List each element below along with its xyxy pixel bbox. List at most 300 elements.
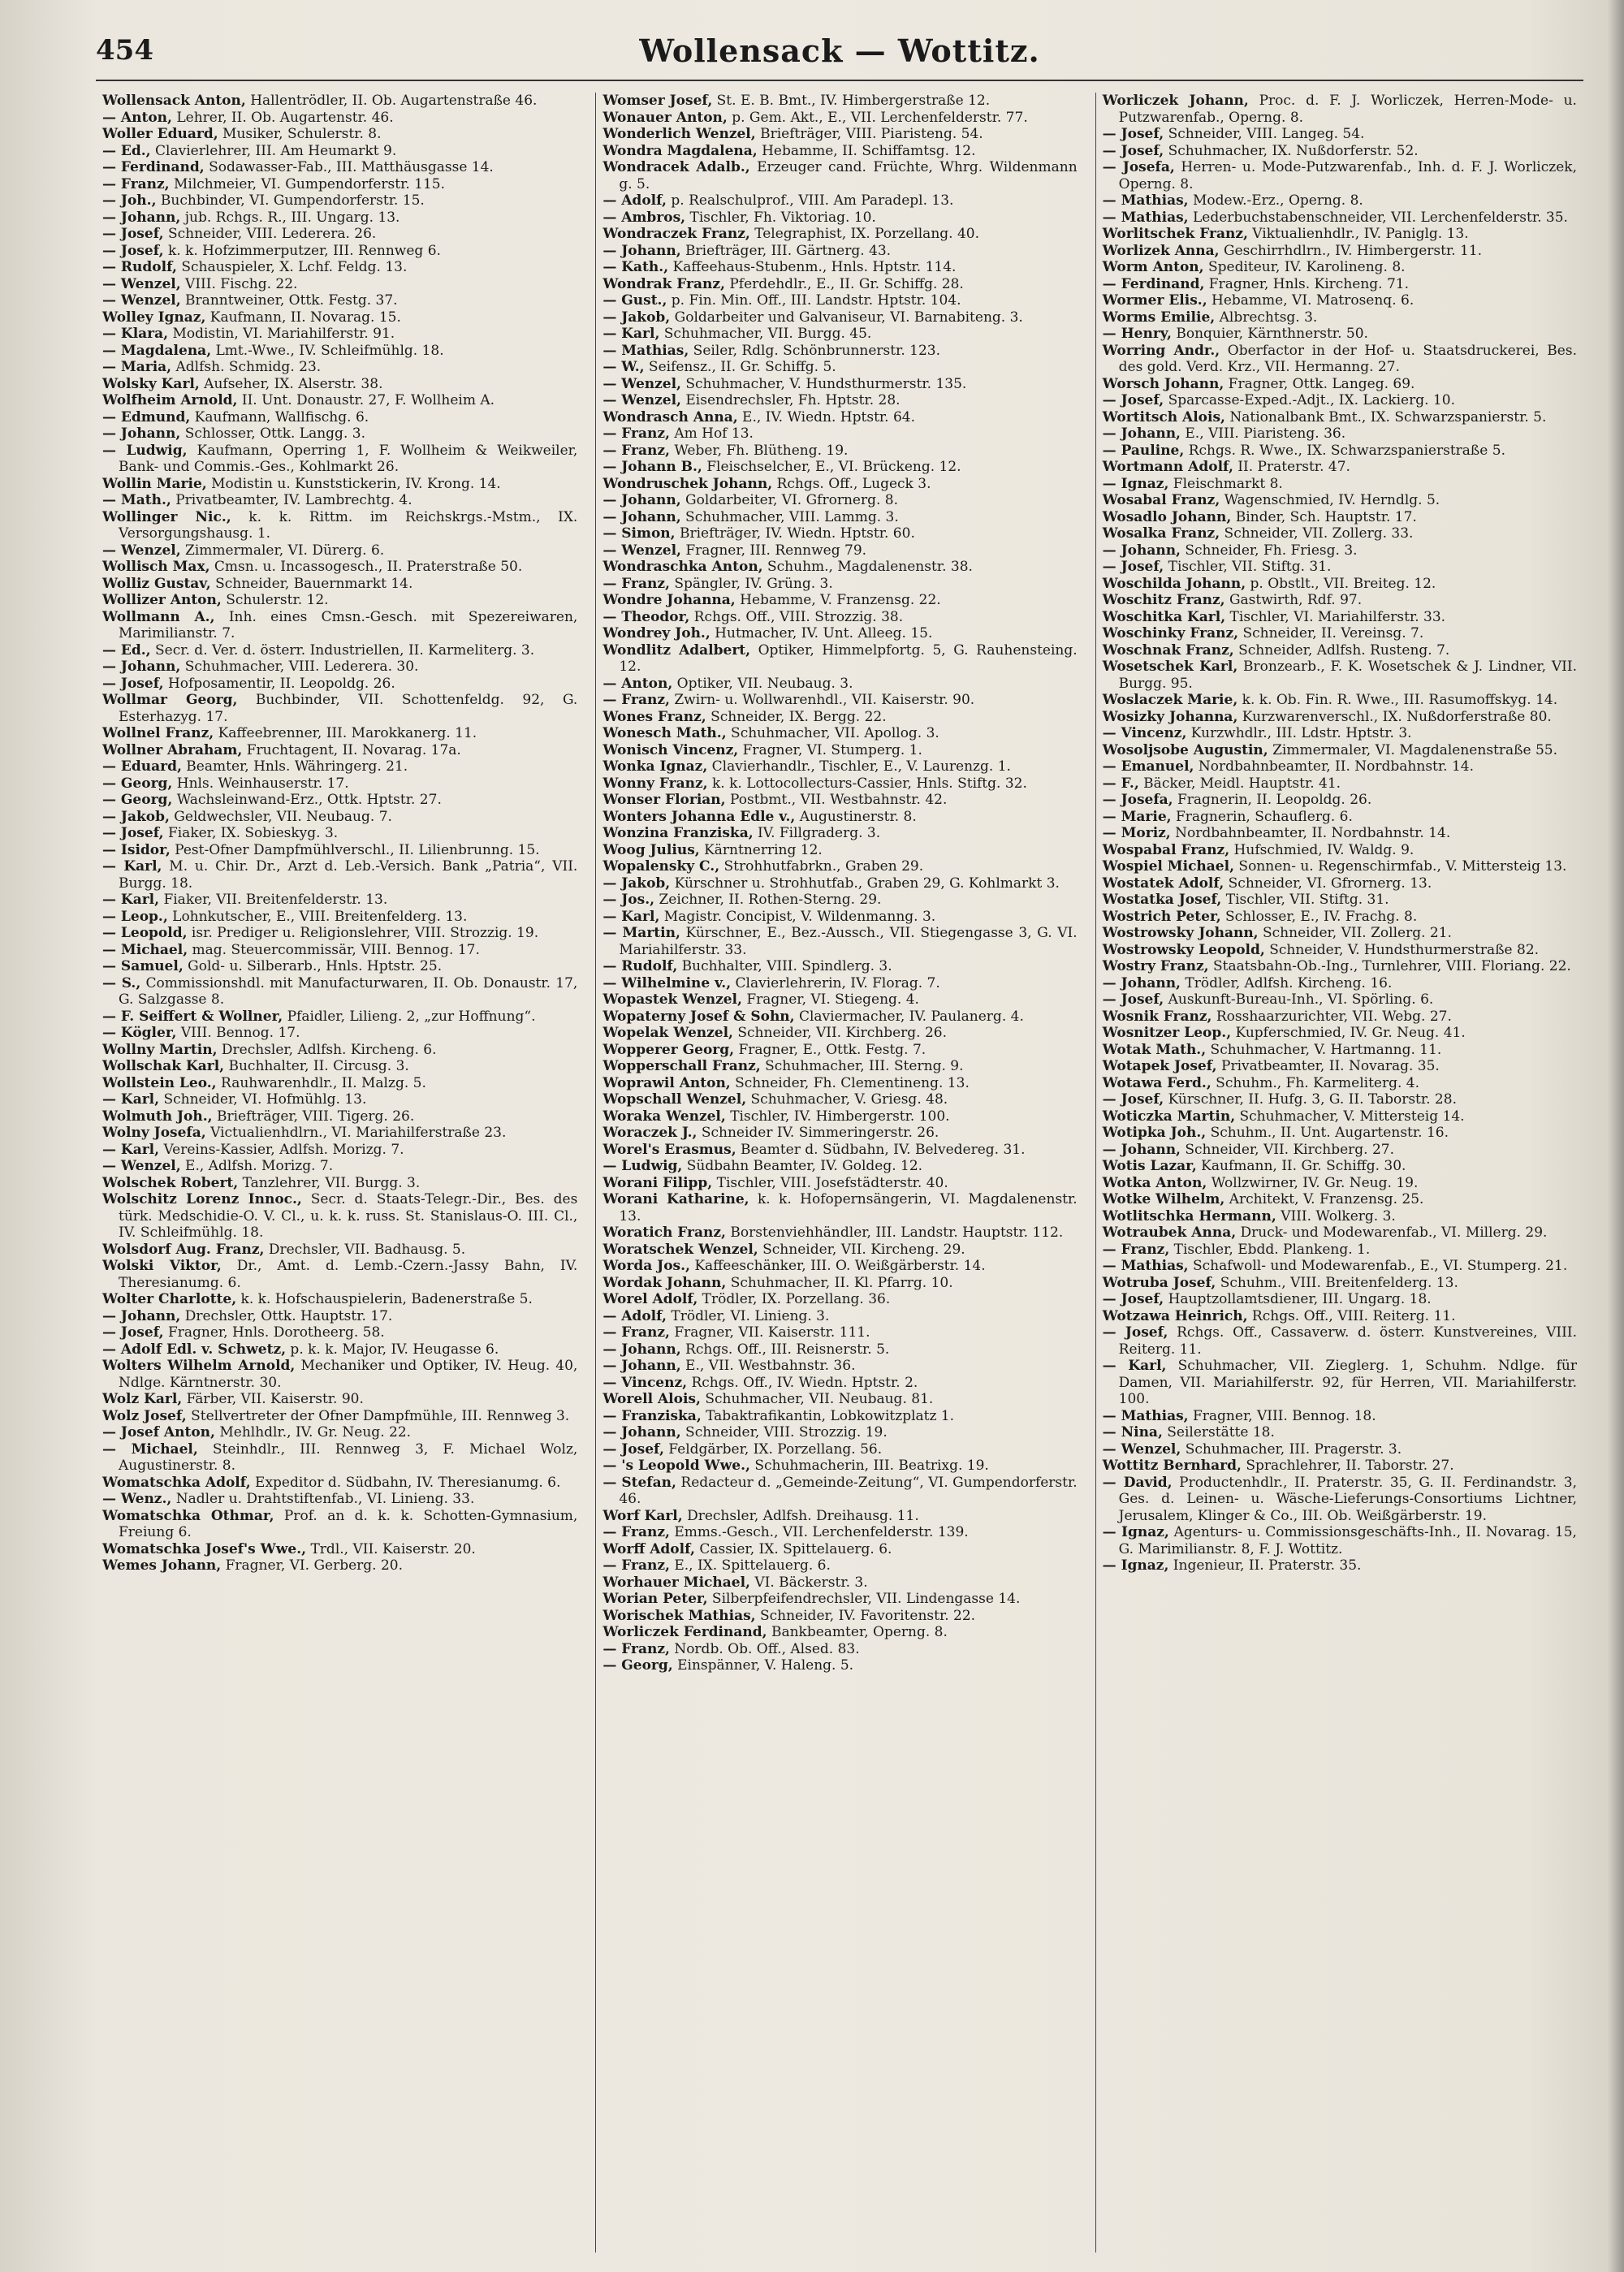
entry-name: — Josef, bbox=[102, 825, 164, 841]
directory-entry bbox=[1103, 1358, 1577, 1408]
entry-details: Commissionshdl. mit Manufacturwaren, II. Ob. Donaustr. 17, G. Salzgasse 8. bbox=[119, 974, 578, 1008]
entry-details: Pferdehdlr., E., II. Gr. Schiffg. 28. bbox=[724, 275, 964, 292]
entry-details: Nordbahnbeamter, II. Nordbahnstr. 14. bbox=[1170, 825, 1451, 841]
entry-name: Wostrowsky Leopold, bbox=[1102, 941, 1265, 958]
entry-name: Wollinger Nic., bbox=[102, 508, 231, 525]
directory-entry bbox=[603, 376, 1077, 393]
entry-name: Wotlitschka Hermann, bbox=[1102, 1207, 1276, 1225]
directory-entry bbox=[1103, 309, 1577, 326]
directory-entry bbox=[1103, 1242, 1577, 1259]
entry-name: — Marie, bbox=[1102, 808, 1172, 825]
directory-entry bbox=[1103, 259, 1577, 276]
entry-details: Fruchtagent, II. Novarag. 17a. bbox=[242, 741, 461, 758]
directory-entry bbox=[1103, 1258, 1577, 1275]
entry-details: Rchgs. Off., III. Reisnerstr. 5. bbox=[680, 1341, 890, 1358]
directory-entry bbox=[102, 1508, 577, 1541]
entry-details: VIII. Fischg. 22. bbox=[180, 275, 298, 292]
entry-details: Schafwoll- und Modewarenfab., E., VI. Stumperg. 21. bbox=[1188, 1258, 1568, 1274]
entry-details: Redacteur d. „Gemeinde-Zeitung“, VI. Gumpendorferstr. 46. bbox=[619, 1474, 1078, 1507]
directory-entry bbox=[603, 1275, 1077, 1292]
directory-entry bbox=[102, 792, 577, 809]
directory-entry bbox=[603, 642, 1077, 676]
entry-details: Seifensz., II. Gr. Schiffg. 5. bbox=[644, 359, 836, 375]
directory-entry bbox=[603, 825, 1077, 842]
entry-details: Kaufmann, Operring 1, F. Wollheim & Weikweiler, Bank- und Commis.-Ges., Kohlmarkt 26. bbox=[119, 442, 578, 475]
directory-entry bbox=[102, 492, 577, 509]
entry-name: — Karl, bbox=[603, 326, 660, 342]
entry-details: Fragner, VI. Stiegeng. 4. bbox=[741, 991, 919, 1008]
entry-name: Wolski Viktor, bbox=[102, 1258, 222, 1274]
directory-entry bbox=[102, 192, 577, 209]
entry-details: Tischler, VI. Mariahilferstr. 33. bbox=[1225, 608, 1446, 625]
entry-details: jub. Rchgs. R., III. Ungarg. 13. bbox=[180, 209, 400, 226]
entry-details: k. k. Hofzimmerputzer, III. Rennweg 6. bbox=[163, 242, 441, 259]
entry-details: Kaffeebrenner, III. Marokkanerg. 11. bbox=[214, 725, 477, 741]
entry-details: Milchmeier, VI. Gumpendorferstr. 115. bbox=[169, 175, 446, 192]
entry-name: Worlizek Anna, bbox=[1102, 242, 1220, 259]
directory-entry bbox=[1103, 476, 1577, 493]
entry-name: Wosabal Franz, bbox=[1102, 492, 1220, 508]
entry-details: Tanzlehrer, VII. Burgg. 3. bbox=[238, 1174, 421, 1191]
entry-name: Wollizer Anton, bbox=[102, 592, 222, 608]
entry-details: Sonnen- u. Regenschirmfab., V. Mittersteig 13. bbox=[1234, 858, 1567, 875]
entry-name: — Michael, bbox=[102, 1441, 198, 1458]
entry-name: — Jakob, bbox=[603, 309, 671, 326]
entry-details: p. Fin. Min. Off., III. Landstr. Hptstr. 104. bbox=[667, 292, 961, 309]
entry-details: Nordb. Ob. Off., Alsed. 83. bbox=[669, 1640, 860, 1657]
entry-details: Schuhmacher, VII. Neubaug. 81. bbox=[700, 1391, 934, 1407]
entry-name: — Johann, bbox=[1102, 542, 1181, 559]
entry-name: — Georg, bbox=[102, 792, 173, 808]
entry-details: Tischler, Ebdd. Plankeng. 1. bbox=[1169, 1241, 1371, 1258]
entry-name: — Wilhelmine v., bbox=[603, 974, 732, 991]
directory-entry bbox=[603, 1009, 1077, 1026]
entry-details: Schneider, Fh. Clementineng. 13. bbox=[730, 1074, 970, 1091]
directory-entry bbox=[603, 1641, 1077, 1658]
directory-entry bbox=[102, 1158, 577, 1175]
directory-entry bbox=[102, 1341, 577, 1358]
entry-name: Wonauer Anton, bbox=[603, 109, 728, 126]
entry-details: Kaufmann, Wallfischg. 6. bbox=[190, 408, 369, 425]
entry-details: Kurzwarenverschl., IX. Nußdorferstraße 80. bbox=[1237, 708, 1552, 725]
entry-name: Wosnitzer Leop., bbox=[1102, 1025, 1232, 1041]
directory-column-left bbox=[96, 93, 584, 2253]
entry-details: Fragner, VI. Stumperg. 1. bbox=[738, 741, 922, 758]
entry-name: Wotak Math., bbox=[1102, 1041, 1207, 1058]
entry-details: Modew.-Erz., Operng. 8. bbox=[1188, 192, 1363, 209]
entry-details: Wachsleinwand-Erz., Ottk. Hptstr. 27. bbox=[172, 792, 442, 808]
entry-details: Eisendrechsler, Fh. Hptstr. 28. bbox=[680, 392, 901, 408]
directory-entry bbox=[603, 1308, 1077, 1325]
directory-entry bbox=[102, 1441, 577, 1475]
directory-entry bbox=[603, 126, 1077, 143]
entry-name: — Franz, bbox=[603, 442, 670, 459]
directory-entry bbox=[603, 1391, 1077, 1408]
directory-column-right bbox=[1095, 93, 1583, 2253]
directory-entry bbox=[603, 676, 1077, 693]
entry-name: Wopelak Wenzel, bbox=[603, 1025, 733, 1041]
entry-details: Kaufmann, II. Novarag. 15. bbox=[205, 309, 401, 326]
entry-details: Schneider, V. Hundsthurmerstraße 82. bbox=[1264, 941, 1540, 958]
directory-entry bbox=[102, 825, 577, 842]
directory-entry bbox=[603, 842, 1077, 859]
directory-entry bbox=[603, 509, 1077, 526]
entry-details: Wagenschmied, IV. Herndlg. 5. bbox=[1220, 492, 1440, 508]
entry-name: — Anton, bbox=[102, 109, 172, 126]
entry-details: Schuhmacher, IX. Nußdorferstr. 52. bbox=[1164, 142, 1419, 159]
directory-entry bbox=[603, 1624, 1077, 1641]
directory-entry bbox=[102, 742, 577, 759]
directory-entry bbox=[102, 909, 577, 926]
directory-entry bbox=[102, 809, 577, 826]
directory-entry bbox=[102, 958, 577, 975]
entry-details: Lmt.-Wwe., IV. Schleifmühlg. 18. bbox=[211, 342, 444, 359]
entry-details: Optiker, VII. Neubaug. 3. bbox=[672, 675, 853, 692]
entry-details: Trödler, Adlfsh. Kircheng. 16. bbox=[1180, 974, 1393, 991]
entry-details: Briefträger, IV. Wiedn. Hptstr. 60. bbox=[675, 525, 915, 542]
entry-details: Pfaidler, Lilieng. 2, „zur Hoffnung“. bbox=[283, 1008, 536, 1025]
entry-details: Viktualienhdlr., IV. Paniglg. 13. bbox=[1247, 226, 1469, 242]
entry-name: Woslaczek Marie, bbox=[1102, 692, 1238, 708]
entry-name: Wolters Wilhelm Arnold, bbox=[102, 1358, 296, 1374]
directory-entry bbox=[603, 559, 1077, 576]
entry-details: St. E. B. Bmt., IV. Himbergerstraße 12. bbox=[712, 93, 991, 109]
entry-name: Wollmar Georg, bbox=[102, 692, 238, 708]
entry-details: Schneider, VII. Kirchberg. 27. bbox=[1180, 1141, 1395, 1158]
entry-details: Schneider, VII. Kircheng. 29. bbox=[758, 1241, 965, 1258]
directory-entry bbox=[1103, 1475, 1577, 1525]
entry-name: — Josef, bbox=[1102, 1324, 1168, 1341]
entry-details: Proc. d. F. J. Worliczek, Herren-Mode- u. Putzwarenfab., Operng. 8. bbox=[1118, 93, 1577, 126]
entry-name: — Johann, bbox=[1102, 1141, 1181, 1158]
entry-details: E., IX. Spittelauerg. 6. bbox=[669, 1557, 831, 1574]
entry-details: Buchbinder, VII. Schottenfeldg. 92, G. Esterhazyg. 17. bbox=[119, 692, 578, 725]
entry-name: Wordak Johann, bbox=[603, 1274, 727, 1291]
entry-details: Schulerstr. 12. bbox=[221, 592, 329, 608]
entry-details: Schuhmacher, V. Hartmanng. 11. bbox=[1206, 1041, 1442, 1058]
directory-entry bbox=[1103, 1075, 1577, 1092]
entry-name: Wosalka Franz, bbox=[1102, 525, 1220, 542]
entry-name: — S., bbox=[102, 974, 141, 991]
directory-entry bbox=[102, 775, 577, 793]
entry-name: — F. Seiffert & Wollner, bbox=[102, 1008, 283, 1025]
entry-name: Wolny Josefa, bbox=[102, 1125, 206, 1141]
entry-name: Woog Julius, bbox=[603, 841, 700, 858]
entry-name: Wolsdorf Aug. Franz, bbox=[102, 1241, 265, 1258]
entry-details: Schneider, VII. Zollerg. 21. bbox=[1258, 925, 1452, 941]
entry-name: — Vincenz, bbox=[603, 1374, 688, 1391]
entry-details: Fragnerin, Schauflerg. 6. bbox=[1171, 808, 1353, 825]
entry-name: Wolz Karl, bbox=[102, 1391, 183, 1407]
entry-details: Hofposamentir, II. Leopoldg. 26. bbox=[163, 675, 395, 692]
directory-entry bbox=[1103, 1524, 1577, 1557]
directory-entry bbox=[603, 925, 1077, 958]
entry-details: II. Praterstr. 47. bbox=[1233, 459, 1350, 475]
entry-details: Oberfactor in der Hof- u. Staatsdruckerei, Bes. des gold. Verd. Krz., VII. Hermanng. 27. bbox=[1118, 342, 1577, 375]
entry-name: Wolliz Gustav, bbox=[102, 575, 211, 592]
entry-details: Auskunft-Bureau-Inh., VI. Spörling. 6. bbox=[1164, 991, 1434, 1008]
directory-entry bbox=[1103, 809, 1577, 826]
entry-name: Wemes Johann, bbox=[102, 1557, 222, 1574]
entry-details: Agenturs- u. Commissionsgeschäfts-Inh., II. Novarag. 15, G. Marimilianstr. 8, F. J. Wottitz. bbox=[1118, 1524, 1577, 1557]
entry-name: — Michael, bbox=[102, 941, 188, 958]
entry-name: Wotis Lazar, bbox=[1102, 1158, 1197, 1174]
entry-details: Buchhalter, II. Circusg. 3. bbox=[224, 1058, 409, 1074]
entry-name: Womatschka Othmar, bbox=[102, 1507, 274, 1524]
entry-name: Wotzawa Heinrich, bbox=[1102, 1307, 1248, 1324]
entry-details: Hallentrödler, II. Ob. Augartenstraße 46. bbox=[245, 93, 538, 109]
entry-name: — Johann, bbox=[102, 425, 181, 442]
entry-details: Seilerstätte 18. bbox=[1162, 1424, 1275, 1441]
entry-details: Rchgs. Off., VIII. Reiterg. 11. bbox=[1247, 1307, 1456, 1324]
directory-entry bbox=[603, 592, 1077, 609]
entry-details: Kaffeehaus-Stubenm., Hnls. Hptstr. 114. bbox=[668, 259, 957, 275]
entry-name: — Franziska, bbox=[603, 1407, 702, 1424]
entry-name: — Franz, bbox=[603, 1324, 670, 1341]
entry-details: Fragner, E., Ottk. Festg. 7. bbox=[734, 1041, 926, 1058]
entry-details: Clavierhandlr., Tischler, E., V. Laurenzg. 1. bbox=[707, 758, 1011, 775]
entry-details: Buchhalter, VIII. Spindlerg. 3. bbox=[677, 958, 892, 974]
entry-details: Fiaker, IX. Sobieskyg. 3. bbox=[163, 825, 339, 841]
directory-entry bbox=[102, 1142, 577, 1159]
directory-entry bbox=[603, 110, 1077, 127]
entry-details: Vereins-Kassier, Adlfsh. Morizg. 7. bbox=[159, 1141, 404, 1158]
directory-entry bbox=[102, 1009, 577, 1026]
entry-details: Augustinerstr. 8. bbox=[795, 808, 917, 825]
directory-entry bbox=[1103, 276, 1577, 293]
entry-details: Rosshaarzurichter, VII. Webg. 27. bbox=[1212, 1008, 1452, 1025]
entry-details: Albrechtsg. 3. bbox=[1215, 309, 1318, 326]
entry-details: Schlosser, Ottk. Langg. 3. bbox=[180, 425, 365, 442]
entry-name: — Edmund, bbox=[102, 408, 191, 425]
entry-name: Wottitz Bernhard, bbox=[1102, 1458, 1242, 1474]
entry-details: Trdl., VII. Kaiserstr. 20. bbox=[306, 1540, 476, 1557]
entry-details: Ingenieur, II. Praterstr. 35. bbox=[1168, 1557, 1362, 1574]
entry-name: Worhauer Michael, bbox=[603, 1574, 750, 1591]
entry-details: Fragner, Ottk. Langeg. 69. bbox=[1224, 375, 1415, 392]
entry-details: Schuhmacher, V. Hundsthurmerstr. 135. bbox=[680, 375, 967, 392]
entry-details: Magistr. Concipist, V. Wildenmanng. 3. bbox=[659, 908, 936, 925]
entry-name: Worliczek Ferdinand, bbox=[603, 1624, 767, 1640]
directory-entry bbox=[603, 93, 1077, 110]
entry-details: Schuhmacherin, III. Beatrixg. 19. bbox=[749, 1458, 989, 1474]
entry-name: — 's Leopold Wwe., bbox=[603, 1458, 750, 1474]
entry-name: — Adolf, bbox=[603, 1307, 667, 1324]
entry-name: — David, bbox=[1102, 1474, 1173, 1491]
entry-name: Wondrasch Anna, bbox=[603, 408, 738, 425]
entry-name: — Josef, bbox=[1102, 392, 1164, 408]
directory-entry bbox=[102, 110, 577, 127]
entry-details: Schneider, VII. Zollerg. 33. bbox=[1220, 525, 1414, 542]
entry-details: E., Adlfsh. Morizg. 7. bbox=[180, 1158, 334, 1174]
directory-entry bbox=[102, 592, 577, 609]
entry-name: — Wenzel, bbox=[102, 275, 181, 292]
entry-details: Färber, VII. Kaiserstr. 90. bbox=[182, 1391, 364, 1407]
directory-entry bbox=[603, 1225, 1077, 1242]
entry-name: Wollin Marie, bbox=[102, 475, 207, 492]
directory-entry bbox=[603, 576, 1077, 593]
entry-name: — Mathias, bbox=[1102, 192, 1189, 209]
entry-name: Womatschka Josef's Wwe., bbox=[102, 1540, 307, 1557]
entry-details: Hebamme, II. Schiffamtsg. 12. bbox=[757, 142, 976, 159]
entry-details: Architekt, V. Franzensg. 25. bbox=[1224, 1191, 1424, 1207]
entry-name: — Ignaz, bbox=[1102, 1524, 1169, 1540]
entry-name: — Kath., bbox=[603, 259, 669, 275]
entry-details: Goldarbeiter und Galvaniseur, VI. Barnabiteng. 3. bbox=[670, 309, 1023, 326]
entry-details: Kürschner, II. Hufg. 3, G. II. Taborstr. 28. bbox=[1164, 1091, 1457, 1108]
directory-entry bbox=[603, 209, 1077, 227]
entry-name: — Ignaz, bbox=[1102, 1557, 1169, 1574]
directory-entry bbox=[1103, 842, 1577, 859]
entry-details: Secr. d. Staats-Telegr.-Dir., Bes. des türk. Medschidie-O. V. Cl., u. k. k. russ. St. Stanislaus-O. III. Cl., IV. Schleifmühlg. 18. bbox=[119, 1191, 578, 1241]
entry-details: p. Obstlt., VII. Breiteg. 12. bbox=[1246, 575, 1436, 592]
directory-entry bbox=[603, 425, 1077, 443]
entry-details: Secr. d. Ver. d. österr. Industriellen, II. Karmeliterg. 3. bbox=[150, 641, 535, 659]
entry-name: Wosoljsobe Augustin, bbox=[1102, 741, 1268, 758]
entry-name: Wollner Abraham, bbox=[102, 741, 243, 758]
directory-entry bbox=[603, 1191, 1077, 1225]
directory-entry bbox=[603, 1358, 1077, 1375]
entry-details: Bonquier, Kärnthnerstr. 50. bbox=[1171, 326, 1368, 342]
directory-entry bbox=[102, 1042, 577, 1059]
entry-details: Schuhmacher, II. Kl. Pfarrg. 10. bbox=[726, 1274, 953, 1291]
entry-details: Wollzwirner, IV. Gr. Neug. 19. bbox=[1207, 1174, 1419, 1191]
directory-entry bbox=[102, 1125, 577, 1142]
entry-name: — Josef Anton, bbox=[102, 1424, 215, 1441]
entry-details: Bankbeamter, Operng. 8. bbox=[767, 1624, 948, 1640]
entry-details: Tischler, VII. Stiftg. 31. bbox=[1164, 559, 1332, 575]
directory-entry bbox=[603, 326, 1077, 343]
directory-entry bbox=[102, 309, 577, 326]
directory-entry bbox=[1103, 209, 1577, 227]
entry-details: Erzeuger cand. Früchte, Whrg. Wildenmann g. 5. bbox=[619, 159, 1078, 192]
entry-name: Worischek Mathias, bbox=[603, 1607, 756, 1624]
entry-details: Schauspieler, X. Lchf. Feldg. 13. bbox=[176, 259, 408, 275]
directory-entry bbox=[102, 409, 577, 426]
directory-entry bbox=[603, 892, 1077, 909]
directory-entry bbox=[102, 226, 577, 243]
entry-details: VIII. Wolkerg. 3. bbox=[1276, 1207, 1396, 1225]
entry-name: — Karl, bbox=[102, 1091, 160, 1108]
directory-entry bbox=[102, 93, 577, 110]
entry-details: Weber, Fh. Blütheng. 19. bbox=[669, 442, 849, 459]
directory-entry bbox=[603, 1042, 1077, 1059]
entry-details: Clavierlehrerin, IV. Florag. 7. bbox=[731, 974, 940, 991]
entry-details: Drechsler, Adlfsh. Dreihausg. 11. bbox=[682, 1507, 919, 1524]
entry-name: Womatschka Adolf, bbox=[102, 1474, 251, 1491]
entry-name: — Adolf Edl. v. Schwetz, bbox=[102, 1341, 287, 1358]
directory-entry bbox=[603, 1657, 1077, 1674]
entry-details: Tabaktrafikantin, Lobkowitzplatz 1. bbox=[701, 1407, 955, 1424]
entry-name: Wonisch Vincenz, bbox=[603, 741, 739, 758]
directory-entry bbox=[603, 1142, 1077, 1159]
entry-details: Fleischselcher, E., VI. Brückeng. 12. bbox=[702, 459, 961, 475]
entry-details: Kaffeeschänker, III. O. Weißgärberstr. 14. bbox=[689, 1258, 986, 1274]
entry-name: — Franz, bbox=[603, 1557, 670, 1574]
directory-entry bbox=[1103, 509, 1577, 526]
entry-name: — Johann, bbox=[603, 492, 681, 508]
entry-name: Woprawil Anton, bbox=[603, 1074, 731, 1091]
entry-name: Woratschek Wenzel, bbox=[603, 1241, 758, 1258]
entry-name: — Wenz., bbox=[102, 1491, 172, 1507]
entry-name: — Wenzel, bbox=[1102, 1441, 1181, 1458]
entry-details: Rchgs. R. Wwe., IX. Schwarzspanierstraße 5. bbox=[1184, 442, 1505, 459]
entry-name: — Ignaz, bbox=[1102, 475, 1169, 492]
entry-name: — Math., bbox=[102, 492, 171, 508]
directory-entry bbox=[1103, 443, 1577, 460]
directory-entry bbox=[603, 1158, 1077, 1175]
entry-name: Wosetschek Karl, bbox=[1102, 659, 1238, 675]
entry-name: Worliczek Johann, bbox=[1102, 93, 1249, 109]
directory-entry bbox=[603, 1441, 1077, 1458]
directory-entry bbox=[603, 1242, 1077, 1259]
directory-entry bbox=[1103, 1275, 1577, 1292]
entry-details: Schneider, VII. Kirchberg. 26. bbox=[732, 1025, 948, 1041]
entry-name: Wotke Wilhelm, bbox=[1102, 1191, 1225, 1207]
entry-details: Spediteur, IV. Karolineng. 8. bbox=[1203, 259, 1406, 275]
entry-details: Modistin u. Kunststickerin, IV. Krong. 14. bbox=[206, 475, 501, 492]
entry-name: — Eduard, bbox=[102, 758, 182, 775]
entry-details: Inh. eines Cmsn.-Gesch. mit Spezereiwaren, Marimilianstr. 7. bbox=[119, 608, 578, 641]
directory-entry bbox=[1103, 1424, 1577, 1441]
entry-name: Wonser Florian, bbox=[603, 792, 726, 808]
directory-entry bbox=[102, 176, 577, 193]
directory-entry bbox=[102, 1308, 577, 1325]
entry-name: — Martin, bbox=[603, 925, 680, 941]
entry-details: Schlosser, E., IV. Frachg. 8. bbox=[1220, 908, 1418, 925]
entry-details: Hebamme, VI. Matrosenq. 6. bbox=[1207, 292, 1415, 309]
entry-details: Geschirrhdlrn., IV. Himbergerstr. 11. bbox=[1219, 242, 1483, 259]
entry-name: Wostry Franz, bbox=[1102, 958, 1209, 974]
entry-name: — Leop., bbox=[102, 908, 168, 925]
entry-details: Cmsn. u. Incassogesch., II. Praterstraße 50. bbox=[209, 559, 523, 575]
directory-entry bbox=[102, 609, 577, 642]
entry-details: Sprachlehrer, II. Taborstr. 27. bbox=[1241, 1458, 1454, 1474]
directory-entry bbox=[603, 742, 1077, 759]
directory-entry bbox=[603, 1025, 1077, 1042]
entry-name: — Franz, bbox=[603, 425, 670, 442]
directory-entry bbox=[603, 243, 1077, 260]
entry-name: Worf Karl, bbox=[603, 1507, 683, 1524]
directory-entry bbox=[1103, 1191, 1577, 1208]
entry-name: — Rudolf, bbox=[603, 958, 678, 974]
directory-entry bbox=[603, 1524, 1077, 1541]
entry-name: Wonters Johanna Edle v., bbox=[603, 808, 796, 825]
entry-details: Schuhmacher, III. Pragerstr. 3. bbox=[1181, 1441, 1402, 1458]
entry-name: — Nina, bbox=[1102, 1424, 1163, 1441]
entry-details: Steinhdlr., III. Rennweg 3, F. Michael Wolz, Augustinerstr. 8. bbox=[119, 1441, 578, 1474]
entry-name: — W., bbox=[603, 359, 645, 375]
entry-name: — Mathias, bbox=[603, 342, 689, 359]
directory-entry bbox=[102, 758, 577, 775]
entry-details: p. k. k. Major, IV. Heugasse 6. bbox=[286, 1341, 499, 1358]
entry-details: Rchgs. Off., VIII. Strozzig. 38. bbox=[689, 608, 904, 625]
entry-name: Wollisch Max, bbox=[102, 559, 210, 575]
entry-details: Branntweiner, Ottk. Festg. 37. bbox=[180, 292, 398, 309]
directory-entry bbox=[1103, 1557, 1577, 1574]
entry-details: Spängler, IV. Grüng. 3. bbox=[669, 575, 833, 592]
entry-details: Schuhmacher, III. Sterng. 9. bbox=[760, 1058, 964, 1074]
entry-details: Stellvertreter der Ofner Dampfmühle, III. Rennweg 3. bbox=[186, 1407, 570, 1424]
entry-name: Wotraubek Anna, bbox=[1102, 1225, 1237, 1241]
directory-entry bbox=[603, 1541, 1077, 1558]
entry-details: Privatbeamter, IV. Lambrechtg. 4. bbox=[171, 492, 412, 508]
entry-name: Woschnak Franz, bbox=[1102, 641, 1234, 659]
entry-name: — Johann, bbox=[603, 1424, 681, 1441]
directory-entry bbox=[102, 359, 577, 376]
directory-entry bbox=[1103, 1175, 1577, 1192]
entry-details: Schneider IV. Simmeringerstr. 26. bbox=[697, 1125, 939, 1141]
